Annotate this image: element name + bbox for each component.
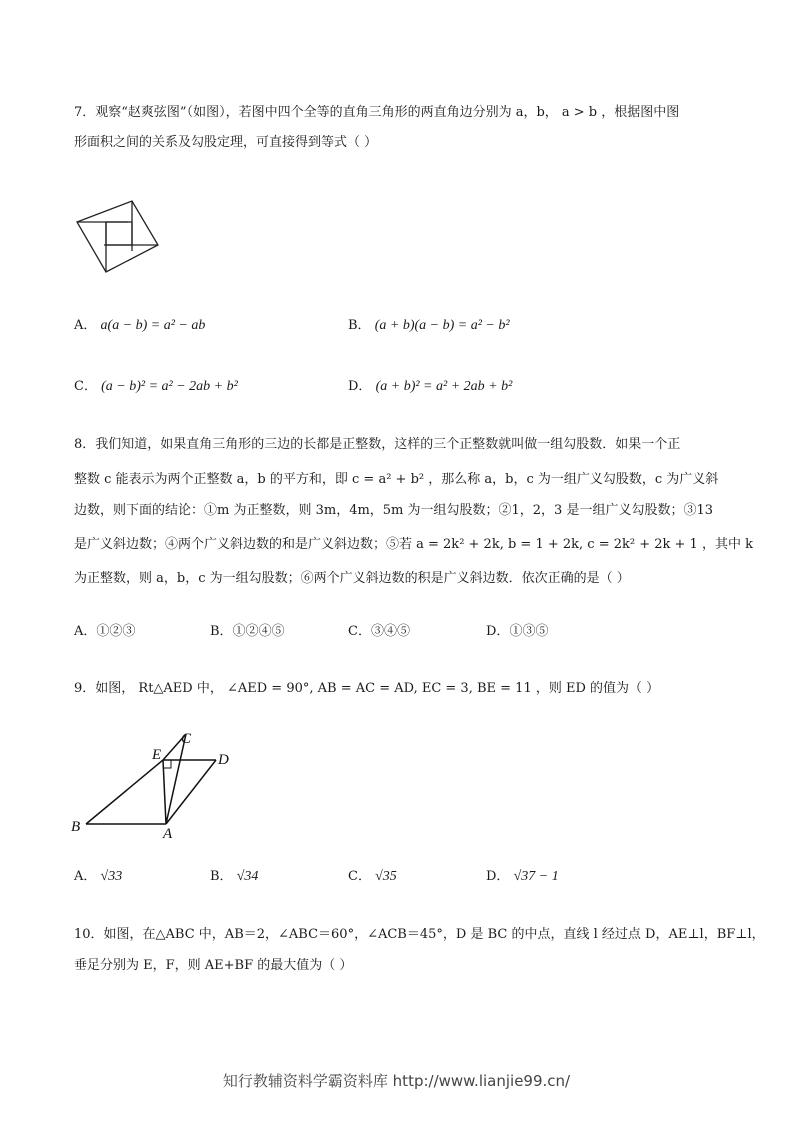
q10-stem-line-1: 10．如图，在△ABC 中，AB＝2，∠ABC＝60°，∠ACB＝45°，D 是 BC 的中点，直线 l 经过点 D，AE⊥l，BF⊥l，: [74, 927, 765, 942]
option-text: a(a − b) = a² − ab: [100, 318, 206, 333]
q7-option-b[interactable]: [348, 316, 510, 336]
q10-stem-line-2: 垂足分别为 E，F，则 AE+BF 的最大值为（ ）: [74, 958, 353, 973]
option-text: √37 − 1: [513, 869, 559, 884]
q9-option-b[interactable]: [210, 867, 258, 887]
option-label: D．: [486, 624, 510, 639]
q9-option-c[interactable]: [348, 867, 397, 887]
option-label: C．: [348, 869, 371, 884]
option-text: ①②④⑤: [232, 624, 285, 639]
option-label: B．: [210, 869, 233, 884]
q8-stem-line-4: 是广义斜边数；④两个广义斜边数的和是广义斜边数；⑤若 a = 2k² + 2k, b = 1 + 2k, c = 2k² + 2k + 1 ，其中 k: [74, 537, 753, 552]
option-label: B．: [348, 318, 371, 333]
q7-stem-line-2: 形面积之间的关系及勾股定理，可直接得到等式（ ）: [74, 135, 378, 150]
option-text: (a + b)² = a² + 2ab + b²: [375, 379, 513, 394]
option-text: ①②③: [96, 624, 136, 639]
option-text: (a + b)(a − b) = a² − b²: [374, 318, 510, 333]
option-label: A．: [74, 624, 97, 639]
q9-option-a[interactable]: [74, 867, 122, 887]
option-text: ③④⑤: [370, 624, 410, 639]
label-c: C: [181, 731, 192, 747]
q7-option-a[interactable]: [74, 316, 205, 336]
option-label: A．: [74, 318, 97, 333]
q8-stem-line-5: 为正整数，则 a，b，c 为一组勾股数；⑥两个广义斜边数的积是广义斜边数．依次正确的是（ ）: [74, 571, 630, 586]
q7-option-d[interactable]: [348, 377, 512, 397]
q8-stem-line-3: 边数，则下面的结论：①m 为正整数，则 3m，4m，5m 为一组勾股数；②1，2，3 是一组广义勾股数；③13: [74, 503, 714, 518]
option-text: ①③⑤: [509, 624, 549, 639]
option-text: √34: [236, 869, 259, 884]
q8-option-d[interactable]: [486, 622, 548, 642]
q8-stem-line-2: 整数 c 能表示为两个正整数 a，b 的平方和，即 c = a² + b² ，那么称 a，b，c 为一组广义勾股数，c 为广义斜: [74, 472, 719, 487]
triangle-figure: [66, 728, 246, 840]
option-label: D．: [486, 869, 510, 884]
q9-option-d[interactable]: [486, 867, 559, 887]
option-label: B．: [210, 624, 233, 639]
q8-option-b[interactable]: [210, 622, 285, 642]
label-d: D: [218, 752, 229, 768]
label-a: A: [163, 826, 173, 840]
page-footer: 知行教辅资料学霸资料库 http://www.lianjie99.cn/: [222, 1072, 571, 1090]
outer-square: [77, 201, 158, 272]
option-text: √33: [100, 869, 123, 884]
q9-stem-line-1: 9．如图， Rt△AED 中， ∠AED = 90°, AB = AC = AD, EC = 3, BE = 11 ，则 ED 的值为（ ）: [74, 681, 660, 696]
q7-stem-line-1: 7．观察“赵爽弦图”（如图），若图中四个全等的直角三角形的两直角边分别为 a，b， a > b ，根据图中图: [74, 105, 680, 120]
q8-option-a[interactable]: [74, 622, 135, 642]
option-label: D．: [348, 379, 372, 394]
inner-square: [106, 222, 132, 245]
q8-option-c[interactable]: [348, 622, 410, 642]
option-label: C．: [348, 624, 371, 639]
option-label: C．: [74, 379, 97, 394]
label-e: E: [152, 747, 162, 763]
q8-stem-line-1: 8．我们知道，如果直角三角形的三边的长都是正整数，这样的三个正整数就叫做一组勾股数．如果一个正: [74, 437, 681, 452]
zhao-shuang-chord-diagram: [70, 195, 165, 275]
q7-option-c[interactable]: [74, 377, 238, 397]
option-text: (a − b)² = a² − 2ab + b²: [101, 379, 238, 394]
label-b: B: [71, 819, 81, 835]
option-text: √35: [375, 869, 397, 884]
option-label: A．: [74, 869, 97, 884]
